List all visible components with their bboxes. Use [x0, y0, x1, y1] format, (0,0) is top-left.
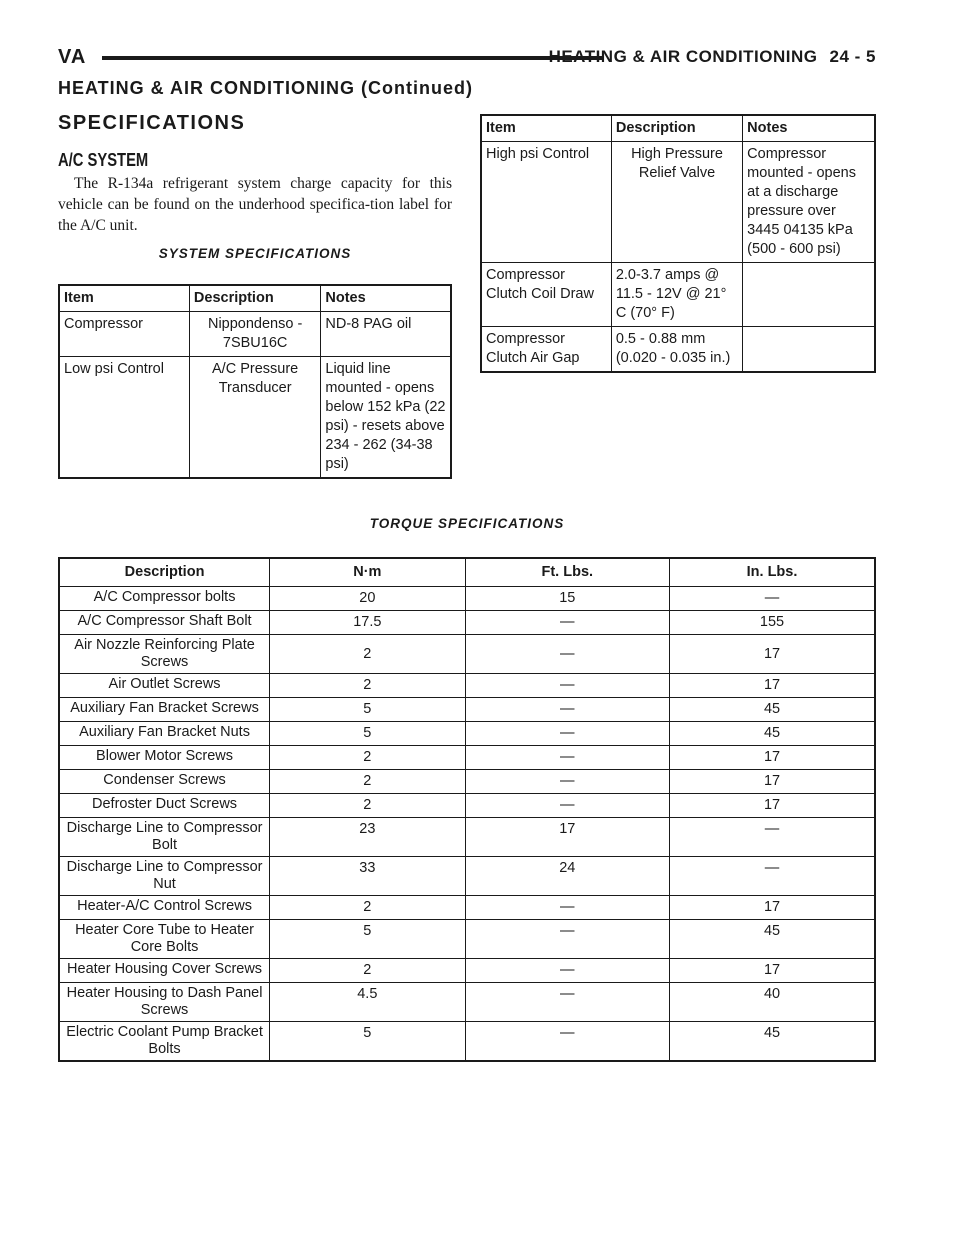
cell-nm: 2	[270, 746, 465, 770]
cell-in-lbs: 17	[670, 746, 875, 770]
table-row	[59, 587, 875, 611]
table-header-row	[59, 558, 875, 587]
table-row	[59, 857, 875, 896]
table-row	[59, 635, 875, 674]
cell-nm: 17.5	[270, 611, 465, 635]
torque-table-body	[59, 587, 875, 1062]
table-row	[59, 312, 451, 357]
cell-description: Auxiliary Fan Bracket Nuts	[59, 722, 270, 746]
cell-in-lbs: 17	[670, 635, 875, 674]
cell-in-lbs: 17	[670, 674, 875, 698]
table-row	[59, 959, 875, 983]
cell-nm: 5	[270, 1022, 465, 1062]
cell-ft-lbs: —	[465, 698, 669, 722]
cell-description: Discharge Line to Compressor Bolt	[59, 818, 270, 857]
cell-in-lbs: 45	[670, 722, 875, 746]
cell-ft-lbs: —	[465, 794, 669, 818]
cell-description: Air Nozzle Reinforcing Plate Screws	[59, 635, 270, 674]
cell-nm: 23	[270, 818, 465, 857]
cell-description: Heater Housing Cover Screws	[59, 959, 270, 983]
cell-description: Auxiliary Fan Bracket Screws	[59, 698, 270, 722]
cell-description: 2.0-3.7 amps @ 11.5 - 12V @ 21° C (70° F)	[611, 263, 742, 327]
cell-nm: 5	[270, 920, 465, 959]
header-notes: Notes	[321, 285, 451, 312]
table-row	[59, 698, 875, 722]
table-row	[59, 746, 875, 770]
cell-nm: 33	[270, 857, 465, 896]
page-header	[58, 46, 876, 72]
cell-ft-lbs: —	[465, 983, 669, 1022]
cell-description: Heater-A/C Control Screws	[59, 896, 270, 920]
cell-item: High psi Control	[481, 142, 611, 263]
header-notes: Notes	[743, 115, 875, 142]
table-row	[59, 920, 875, 959]
cell-ft-lbs: —	[465, 746, 669, 770]
cell-ft-lbs: —	[465, 959, 669, 983]
cell-nm: 2	[270, 959, 465, 983]
header-description: Description	[611, 115, 742, 142]
table-row	[481, 263, 875, 327]
section-continued-title: HEATING & AIR CONDITIONING (Continued)	[58, 78, 473, 98]
cell-notes	[743, 327, 875, 373]
cell-item: Compressor Clutch Air Gap	[481, 327, 611, 373]
cell-description: Nippondenso - 7SBU16C	[189, 312, 320, 357]
cell-in-lbs: —	[670, 857, 875, 896]
header-nm: N·m	[270, 558, 465, 587]
cell-nm: 2	[270, 896, 465, 920]
cell-nm: 2	[270, 635, 465, 674]
cell-ft-lbs: 15	[465, 587, 669, 611]
cell-item: Low psi Control	[59, 357, 189, 479]
header-item: Item	[481, 115, 611, 142]
cell-notes: Compressor mounted - opens at a discharge pressure over 3445 04135 kPa (500 - 600 psi)	[743, 142, 875, 263]
table-row	[59, 357, 451, 479]
cell-ft-lbs: —	[465, 896, 669, 920]
table-row	[59, 722, 875, 746]
cell-in-lbs: 155	[670, 611, 875, 635]
cell-ft-lbs: —	[465, 770, 669, 794]
cell-description: Heater Core Tube to Heater Core Bolts	[59, 920, 270, 959]
cell-nm: 5	[270, 722, 465, 746]
header-rule	[102, 56, 604, 60]
cell-item: Compressor	[59, 312, 189, 357]
cell-in-lbs: —	[670, 587, 875, 611]
cell-description: Defroster Duct Screws	[59, 794, 270, 818]
cell-in-lbs: 17	[670, 896, 875, 920]
cell-description: A/C Compressor Shaft Bolt	[59, 611, 270, 635]
cell-description: 0.5 - 0.88 mm (0.020 - 0.035 in.)	[611, 327, 742, 373]
cell-in-lbs: 45	[670, 920, 875, 959]
cell-description: Air Outlet Screws	[59, 674, 270, 698]
system-specs-table-left	[58, 284, 452, 479]
cell-description: Blower Motor Screws	[59, 746, 270, 770]
cell-notes: Liquid line mounted - opens below 152 kPa (22 psi) - resets above 234 - 262 (34-38 psi)	[321, 357, 451, 479]
header-description: Description	[189, 285, 320, 312]
cell-description: A/C Pressure Transducer	[189, 357, 320, 479]
cell-ft-lbs: —	[465, 722, 669, 746]
cell-nm: 4.5	[270, 983, 465, 1022]
cell-description: Condenser Screws	[59, 770, 270, 794]
cell-nm: 5	[270, 698, 465, 722]
page-number: 24 - 5	[829, 47, 876, 66]
cell-notes	[743, 263, 875, 327]
torque-specs-caption: TORQUE SPECIFICATIONS	[369, 516, 565, 531]
table-row	[59, 818, 875, 857]
cell-in-lbs: 40	[670, 983, 875, 1022]
cell-ft-lbs: —	[465, 635, 669, 674]
system-specs-caption: SYSTEM SPECIFICATIONS	[158, 246, 352, 261]
cell-ft-lbs: 17	[465, 818, 669, 857]
manual-code: VA	[58, 46, 87, 68]
cell-ft-lbs: 24	[465, 857, 669, 896]
header-ft-lbs: Ft. Lbs.	[465, 558, 669, 587]
table-row	[481, 142, 875, 263]
ac-system-heading: A/C SYSTEM	[58, 150, 149, 170]
table-row	[59, 896, 875, 920]
cell-ft-lbs: —	[465, 1022, 669, 1062]
table-row	[59, 983, 875, 1022]
cell-description: Electric Coolant Pump Bracket Bolts	[59, 1022, 270, 1062]
cell-ft-lbs: —	[465, 920, 669, 959]
table-row	[481, 327, 875, 373]
specifications-heading: SPECIFICATIONS	[58, 112, 246, 134]
cell-nm: 2	[270, 770, 465, 794]
intro-paragraph: The R-134a refrigerant system charge capacity for this vehicle can be found on the underhood specifica-tion label for the A/C unit.	[58, 175, 452, 234]
cell-nm: 2	[270, 794, 465, 818]
cell-in-lbs: 45	[670, 1022, 875, 1062]
chapter-title	[549, 47, 876, 67]
cell-in-lbs: 17	[670, 959, 875, 983]
cell-nm: 20	[270, 587, 465, 611]
cell-description: A/C Compressor bolts	[59, 587, 270, 611]
cell-notes: ND-8 PAG oil	[321, 312, 451, 357]
cell-in-lbs: 17	[670, 794, 875, 818]
cell-description: Discharge Line to Compressor Nut	[59, 857, 270, 896]
table-row	[59, 611, 875, 635]
cell-nm: 2	[270, 674, 465, 698]
cell-ft-lbs: —	[465, 674, 669, 698]
header-item: Item	[59, 285, 189, 312]
table-row	[59, 794, 875, 818]
cell-description: Heater Housing to Dash Panel Screws	[59, 983, 270, 1022]
table-header-row	[481, 115, 875, 142]
table-row	[59, 1022, 875, 1062]
torque-specs-table	[58, 557, 876, 1062]
table-row	[59, 770, 875, 794]
cell-ft-lbs: —	[465, 611, 669, 635]
chapter-name: HEATING & AIR CONDITIONING	[548, 47, 818, 66]
cell-in-lbs: 45	[670, 698, 875, 722]
header-description: Description	[59, 558, 270, 587]
cell-in-lbs: —	[670, 818, 875, 857]
header-in-lbs: In. Lbs.	[670, 558, 875, 587]
system-specs-table-right	[480, 114, 876, 373]
cell-in-lbs: 17	[670, 770, 875, 794]
table-header-row	[59, 285, 451, 312]
cell-description: High Pressure Relief Valve	[611, 142, 742, 263]
table-row	[59, 674, 875, 698]
cell-item: Compressor Clutch Coil Draw	[481, 263, 611, 327]
